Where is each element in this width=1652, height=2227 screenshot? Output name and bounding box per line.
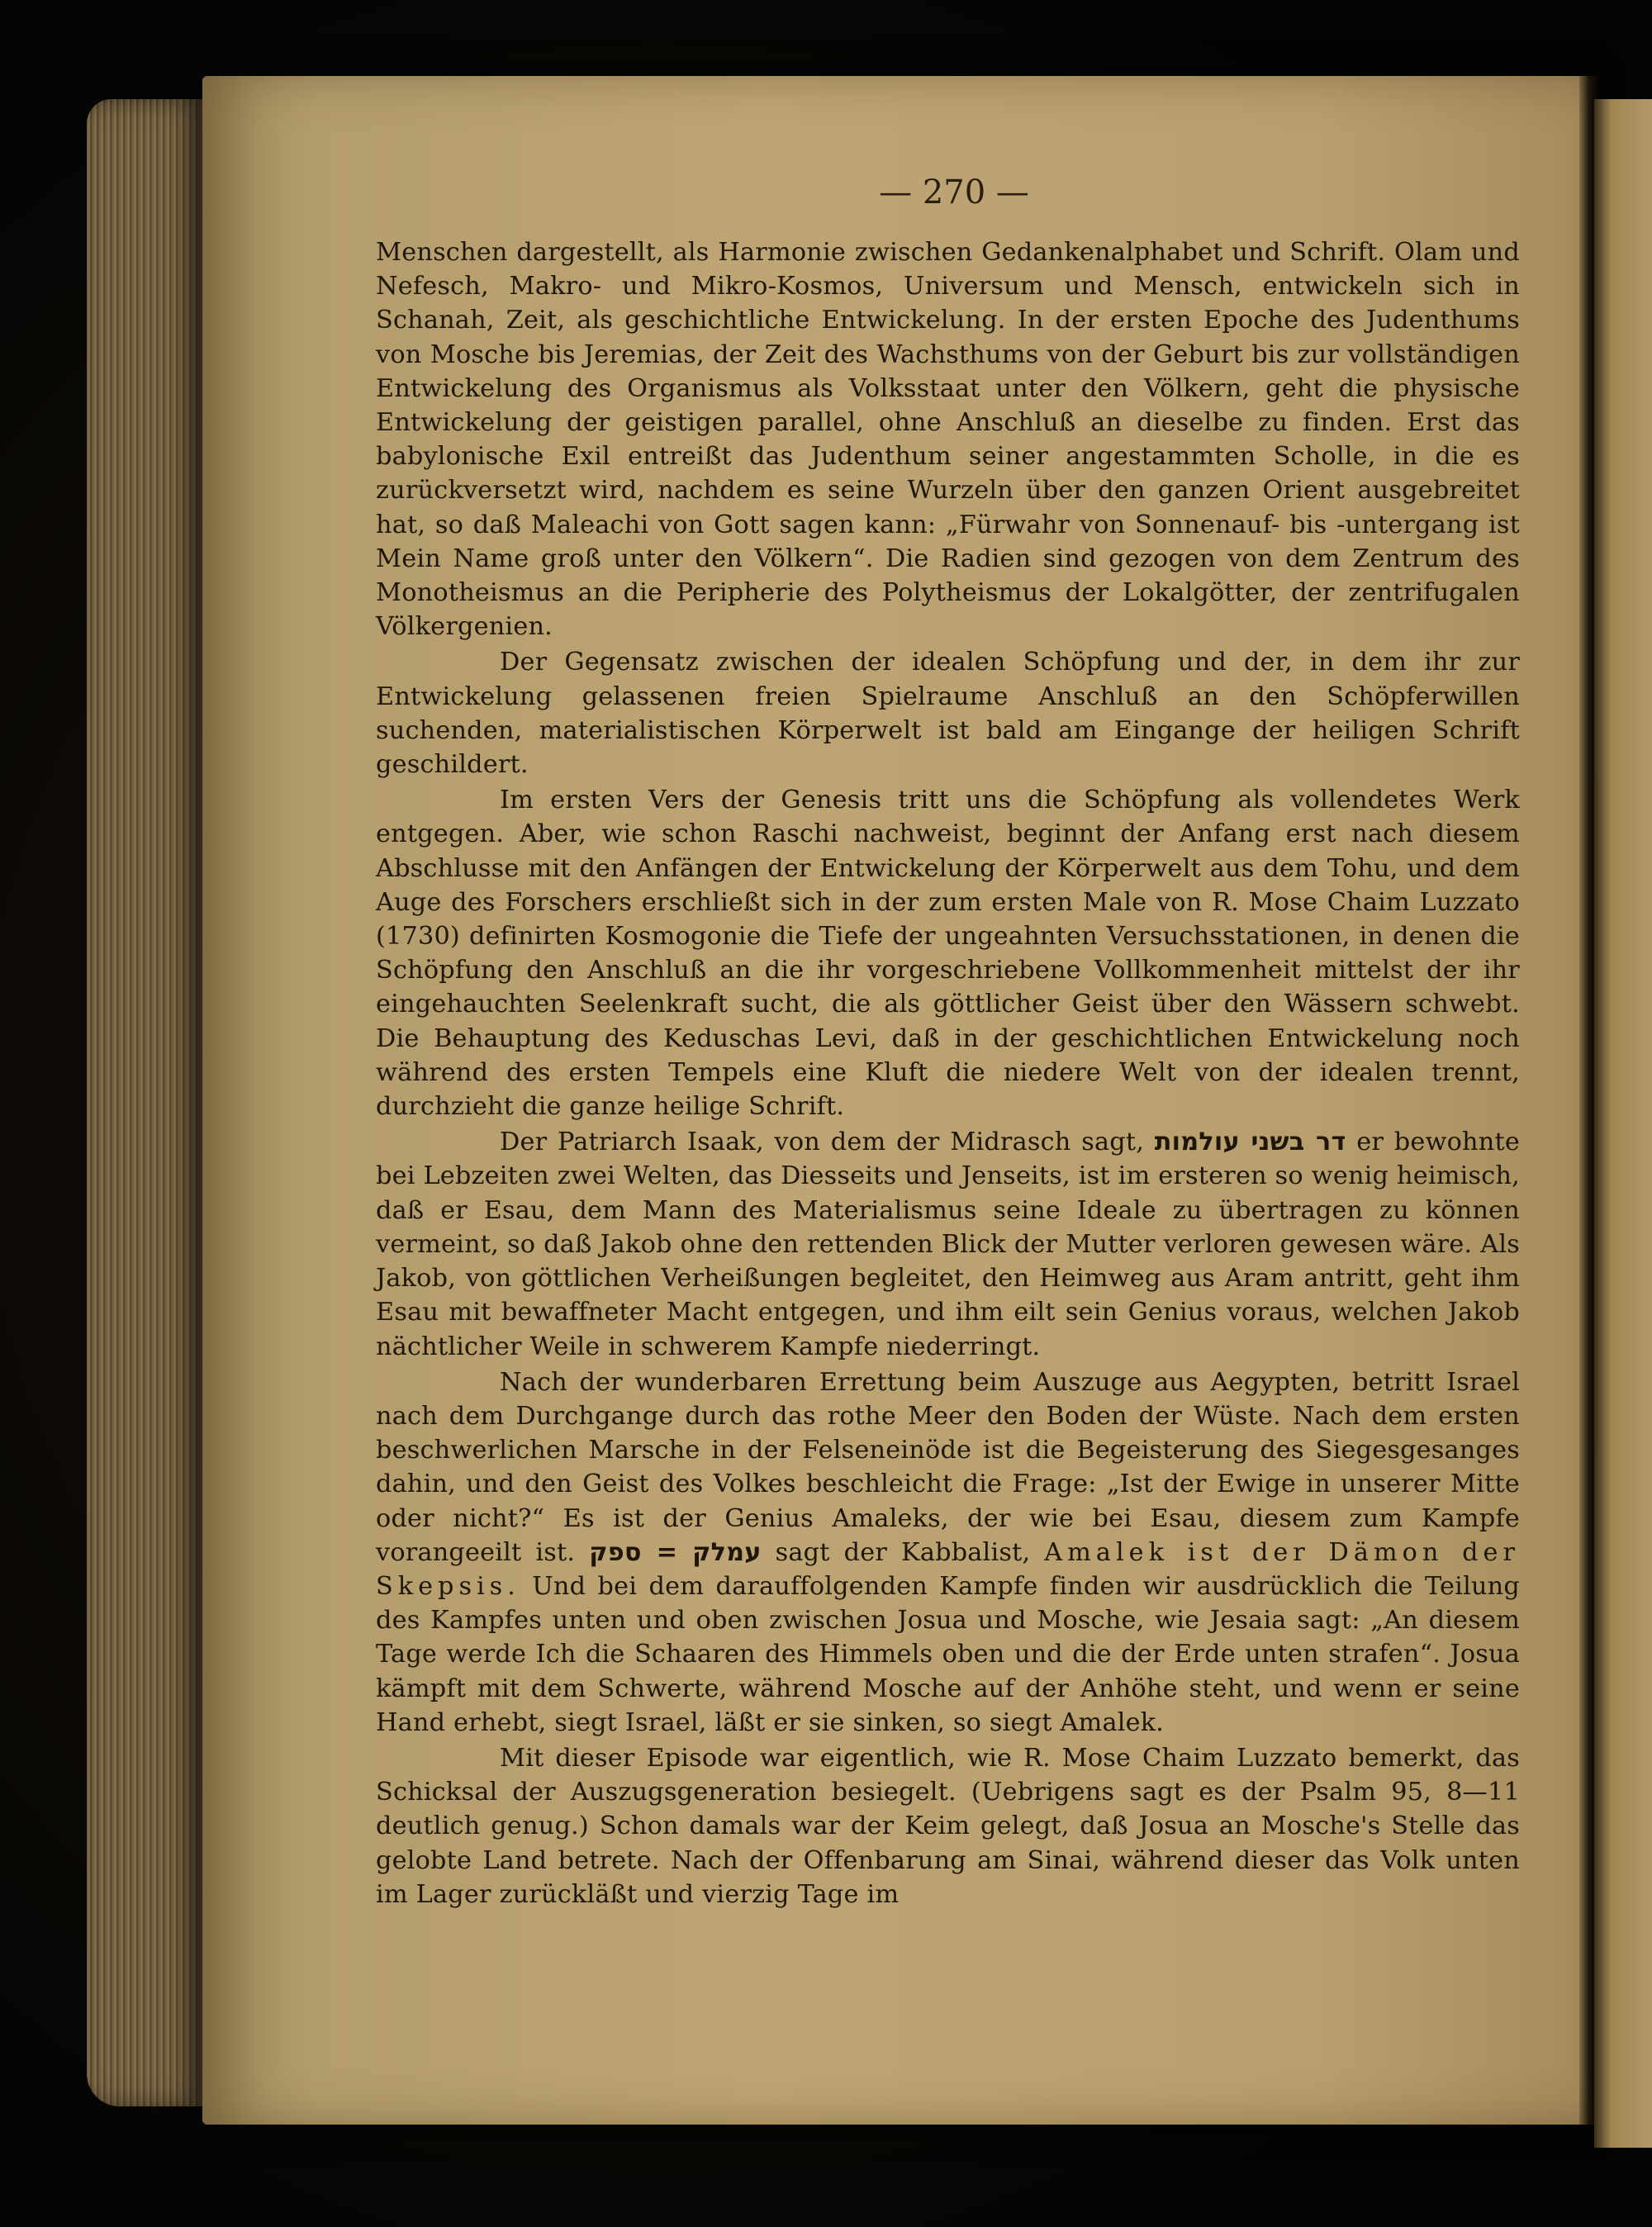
spaced-emphasis: Amalek ist der Dämon der Skepsis. [376,1537,1520,1601]
hebrew-quote-2: עמלק = ספק [589,1537,762,1567]
paragraph-6: Mit dieser Episode war eigentlich, wie R. Mose Chaim Luzzato bemerkt, das Schicksal der Auszugsgeneration besiegelt. (Uebrigens sagt es der Psalm 95, 8—11 deutlich genug.) Schon damals war der Keim gelegt, daß Josua an Mosche's Stelle das gelobte Land betrete. Nach der Offenbarung am Sinai, während dieser das Volk unten im Lager zurückläßt und vierzig Tage im [376,1743,1520,1909]
paragraph-5-pre: Nach der wunderbaren Errettung beim Auszuge aus Aegypten, betritt Israel nach dem Durchgange durch das rothe Meer den Boden der Wüste. Nach dem ersten beschwerlichen Marsche in der Felseneinöde ist die Begeisterung des Siegesgesanges dahin, und den Geist des Volkes beschleicht die Frage: „Ist der Ewige in unserer Mitte oder nicht?“ Es ist der Genius Amaleks, der wie bei Esau, diesem zum Kampfe vorangeeilt ist. [376,1367,1520,1567]
paragraph-4-pre: Der Patriarch Isaak, von dem der Midrasch sagt, [500,1128,1145,1157]
paragraph-1: Menschen dargestellt, als Harmonie zwischen Gedankenalphabet und Schrift. Olam und Nefesch, Makro- und Mikro-Kosmos, Universum und Mensch, entwickeln sich in Schanah, Zeit, als geschichtliche Entwickelung. In der ersten Epoche des Judenthums von Mosche bis Jeremias, der Zeit des Wachsthums von der Geburt bis zur vollständigen Entwickelung des Organismus als Volksstaat unter den Völkern, geht die physische Entwickelung der geistigen parallel, ohne Anschluß an dieselbe zu finden. Erst das babylonische Exil entreißt das Judenthum seiner angestammten Scholle, in die es zurückversetzt wird, nachdem es seine Wurzeln über den ganzen Orient ausgebreitet hat, so daß Maleachi von Gott sagen kann: „Fürwahr von Sonnenauf- bis -untergang ist Mein Name groß unter den Völkern“. Die Radien sind gezogen von dem Zentrum des Monotheismus an die Peripherie des Polytheismus der Lokalgötter, der zentrifugalen Völkergenien. [376,238,1520,642]
body-text [376,235,1520,1913]
paragraph-5-mid: sagt der Kabbalist, [775,1537,1031,1567]
paragraph-4 [376,1125,1520,1363]
hebrew-quote-1: דר בשני עולמות [1154,1128,1346,1157]
paragraph-4-post: er bewohnte bei Lebzeiten zwei Welten, das Diesseits und Jenseits, ist im ersteren so wenig heimisch, daß er Esau, dem Mann des Materialismus seine Ideale zu übertragen zu können vermeint, so daß Jakob ohne den rettenden Blick der Mutter verloren gewesen wäre. Als Jakob, von göttlichen Verheißungen begleitet, den Heimweg aus Aram antritt, geht ihm Esau mit bewaffneter Macht entgegen, und ihm eilt sein Genius voraus, welchen Jakob nächtlicher Weile in schwerem Kampfe niederringt. [376,1128,1520,1361]
page-edges [87,99,211,2106]
facing-page-edge [1594,99,1652,2148]
paragraph-5-post: Und bei dem darauffolgenden Kampfe finden wir ausdrücklich die Teilung des Kampfes unten und oben zwischen Josua und Mosche, wie Jesaia sagt: „An diesem Tage werde Ich die Schaaren des Himmels oben und die der Erde unten strafen“. Josua kämpft mit dem Schwerte, während Mosche auf der Anhöhe steht, und wenn er seine Hand erhebt, siegt Israel, läßt er sie sinken, so siegt Amalek. [376,1571,1520,1737]
paragraph-3: Im ersten Vers der Genesis tritt uns die Schöpfung als vollendetes Werk entgegen. Aber, wie schon Raschi nachweist, beginnt der Anfang erst nach diesem Abschlusse mit den Anfängen der Entwickelung der Körperwelt aus dem Tohu, und dem Auge des Forschers erschließt sich in der zum ersten Male von R. Mose Chaim Luzzato (1730) definirten Kosmogonie die Tiefe der ungeahnten Versuchsstationen, in denen die Schöpfung den Anschluß an die ihr vorgeschriebene Vollkommenheit mittelst der ihr eingehauchten Seelenkraft sucht, die als göttlicher Geist über den Wässern schwebt. Die Behauptung des Keduschas Levi, daß in der geschichtlichen Entwickelung noch während des ersten Tempels eine Kluft die niedere Welt von der idealen trennt, durchzieht die ganze heilige Schrift. [376,786,1520,1122]
page-number: — 270 — [879,173,1029,211]
paragraph-2: Der Gegensatz zwischen der idealen Schöpfung und der, in dem ihr zur Entwickelung gelassenen freien Spielraume Anschluß an den Schöpferwillen suchenden, materialistischen Körperwelt ist bald am Eingange der heiligen Schrift geschildert. [376,648,1520,780]
paragraph-5 [376,1365,1520,1740]
